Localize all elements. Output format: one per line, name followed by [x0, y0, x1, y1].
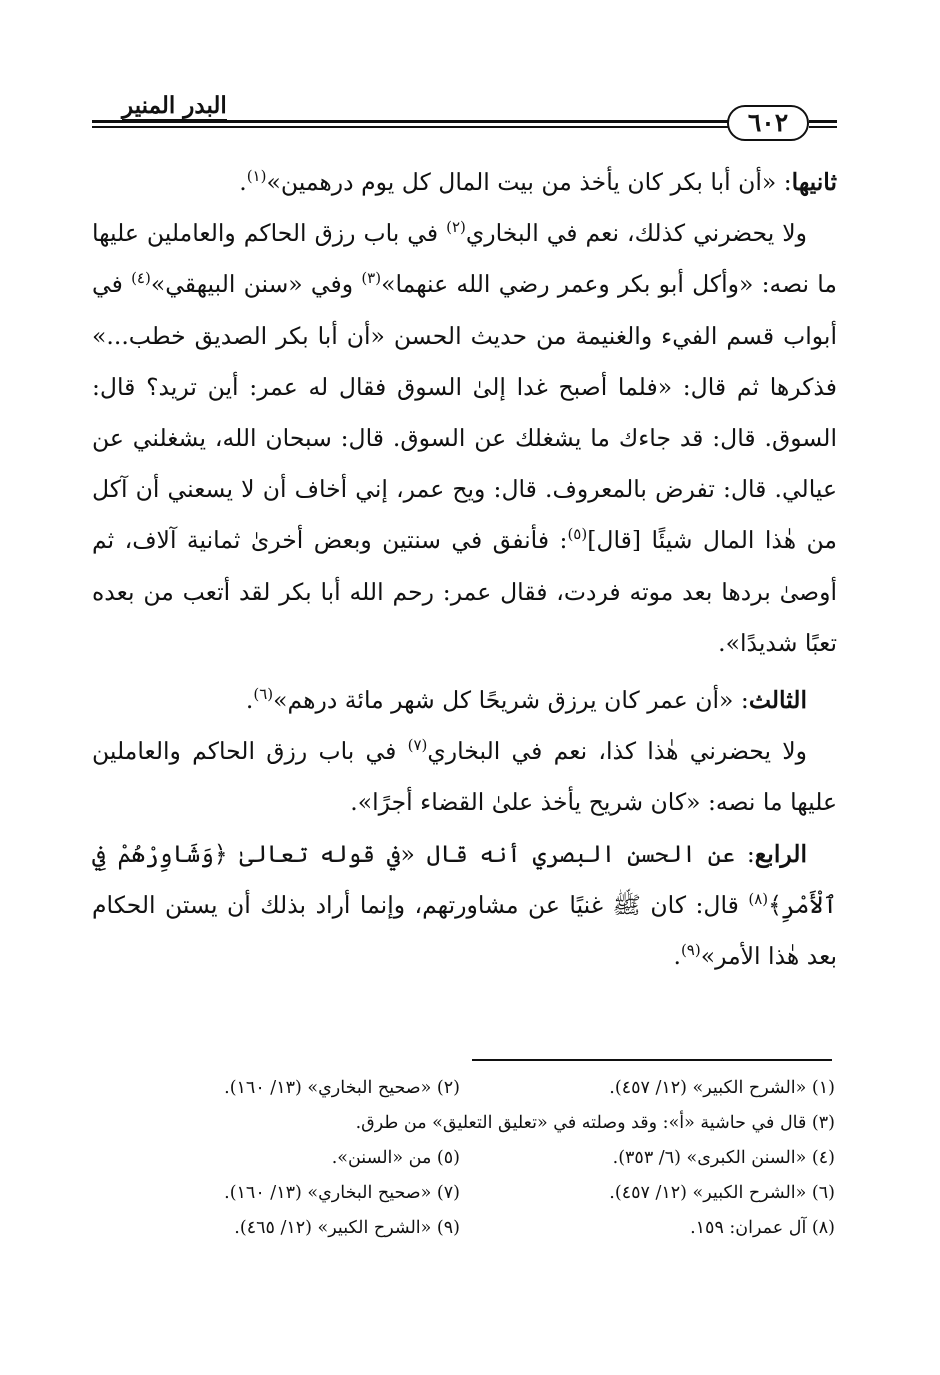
footnote-text: (٤) «السنن الكبرى» (٦/ ٣٥٣).: [612, 1148, 835, 1168]
footnotes: [150, 1078, 835, 1253]
main-text: [92, 157, 837, 982]
paragraph-text: : فأنفق في سنتين وبعض أخرىٰ ثمانية آلاف، ثم أوصىٰ بردها بعد موته فردت، فقال عمر: رحم الله أبا بكر لقد أتعب من بعده تعبًا شديدًا».: [92, 526, 837, 657]
footnote-row: [150, 1218, 835, 1253]
footnote-row: [150, 1148, 835, 1183]
footnote-text: (٣) قال في حاشية «أ»: وقد وصلته في «تعليق التعليق» من طرق.: [355, 1113, 835, 1133]
paragraph-text: في باب رزق الحاكم والعاملين عليها ما نصه: «كان شريح يأخذ علىٰ القضاء أجرًا».: [92, 737, 837, 817]
footnote-marker: (٩): [680, 941, 701, 960]
paragraph-text: : «أن عمر كان يرزق شريحًا كل شهر مائة درهم»: [273, 686, 749, 715]
footnote-text: (١) «الشرح الكبير» (١٢/ ٤٥٧).: [609, 1078, 835, 1098]
footnote-marker: (٣): [361, 269, 382, 288]
paragraph-text: في أبواب قسم الفيء والغنيمة من حديث الحسن «أن أبا بكر الصديق خطب...» فذكرها ثم قال: «فلما أصبح غدا إلىٰ السوق فقال له عمر: أين تريد؟ قال: السوق. قال: قد جاءك ما يشغلك عن السوق. قال: سبحان الله، يشغلني عن عيالي. قال: تفرض بالمعروف. قال: ويح عمر، إني أخاف أن لا يسعني أن آكل من هٰذا المال شيئًا [قال]: [92, 270, 838, 555]
paragraph-text: ولا يحضرني كذلك، نعم في البخاري: [465, 219, 807, 248]
paragraph-heading: الرابع: [754, 839, 807, 868]
footnote-text: (٦) «الشرح الكبير» (١٢/ ٤٥٧).: [609, 1183, 835, 1203]
paragraph: [92, 208, 837, 669]
footnote-text: (٥) من «السنن».: [331, 1148, 460, 1168]
footnote-marker: (٧): [407, 736, 428, 755]
footnote-marker: (٢): [446, 218, 466, 237]
footnote-marker: (١): [246, 167, 267, 186]
footnote-text: (٩) «الشرح الكبير» (١٢/ ٤٦٥).: [234, 1218, 460, 1238]
header-rule: [809, 126, 837, 128]
paragraph-text: : عن الحسن البصري أنه قال «في قوله تعالىٰ ﴿وَشَاوِرْهُمْ فِي ٱلْأَمْرِ﴾: [92, 839, 837, 919]
paragraph: [92, 829, 837, 983]
page-header: [92, 94, 837, 146]
footnote-row: [150, 1078, 835, 1113]
footnote-text: (٧) «صحيح البخاري» (١٣/ ١٦٠).: [224, 1183, 460, 1203]
paragraph-heading: ثانيها: [791, 168, 837, 196]
paragraph: [92, 157, 837, 208]
paragraph-text: في باب رزق الحاكم والعاملين عليها ما نصه: «وأكل أبو بكر وعمر رضي الله عنهما»: [92, 219, 838, 299]
paragraph-text: .: [239, 168, 247, 196]
footnote-marker: (٦): [253, 685, 274, 704]
paragraph-text: : «أن أبا بكر كان يأخذ من بيت المال كل يوم درهمين»: [266, 168, 792, 196]
paragraph-text: ولا يحضرني هٰذا كذا، نعم في البخاري: [427, 737, 807, 766]
footnote-marker: (٥): [567, 525, 588, 544]
footnote-marker: (٨): [748, 890, 769, 909]
footnote-text: (٢) «صحيح البخاري» (١٣/ ١٦٠).: [224, 1078, 460, 1098]
paragraph-text: وفي «سنن البيهقي»: [150, 270, 362, 299]
header-rule: [809, 120, 837, 123]
footnote-separator: [472, 1059, 832, 1061]
footnote-row: [150, 1113, 835, 1148]
footnote-marker: (٤): [131, 269, 151, 288]
book-title: البدر المنير: [122, 92, 227, 119]
paragraph: [92, 675, 837, 726]
paragraph-text: قال: كان ﷺ غنيًا عن مشاورتهم، وإنما أراد بذلك أن يستن الحكام بعد هٰذا الأمر»: [92, 890, 837, 971]
header-rule: [92, 126, 729, 128]
paragraph-heading: الثالث: [748, 686, 807, 715]
paragraph: [92, 726, 837, 828]
paragraph-text: .: [673, 942, 681, 971]
page-number: ٦٠٢: [727, 105, 809, 141]
footnote-text: (٨) آل عمران: ١٥٩.: [690, 1218, 835, 1238]
paragraph-text: .: [245, 686, 254, 715]
footnote-row: [150, 1183, 835, 1218]
